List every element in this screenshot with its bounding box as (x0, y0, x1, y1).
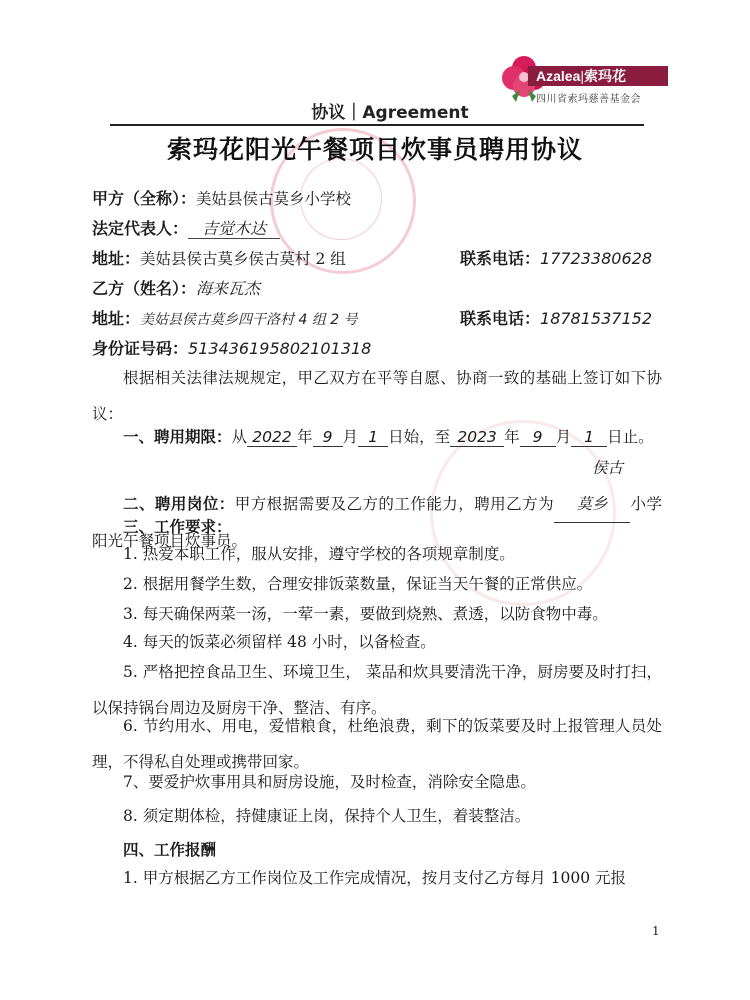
party-b-label: 乙方（姓名）： (92, 279, 197, 298)
addr-b-row (92, 306, 358, 329)
section3-head-row (123, 515, 232, 537)
section2-text-a: 甲方根据需要及乙方的工作能力，聘用乙方为 (234, 495, 555, 513)
section1-end: 日止。 (607, 428, 654, 446)
year-label-1: 年 (297, 428, 313, 446)
agreement-tag: 协议｜Agreement (311, 103, 469, 123)
section2-text-b: 小学阳光午餐项目炊事员。 (92, 495, 662, 550)
month-label-2: 月 (555, 428, 572, 446)
end-day: 1 (571, 428, 607, 447)
section2-school: 侯古莫乡 (554, 450, 630, 523)
section1-row (123, 425, 654, 447)
section4-head: 四、工作报酬 (123, 841, 217, 859)
intro-paragraph (92, 360, 662, 432)
phone-b-row (460, 306, 652, 329)
logo-brand-cn: 索玛花 (584, 68, 626, 84)
logo-org: 四川省索玛慈善基金会 (536, 94, 641, 105)
req-item-3: 3. 每天确保两菜一汤，一荤一素，要做到烧熟、煮透，以防食物中毒。 (123, 605, 608, 623)
req-item-5: 5. 严格把控食品卫生、环境卫生， 菜品和炊具要清洗干净，厨房要及时打扫，以保持锅台周边及厨房干净、整洁、有序。 (92, 663, 662, 717)
section2-head: 二、聘用岗位： (123, 495, 235, 513)
section1-from: 从 (231, 428, 248, 446)
req-item-6: 6. 节约用水、用电，爱惜粮食，杜绝浪费，剩下的饭菜要及时上报管理人员处理，不得私自处理或携带回家。 (92, 717, 662, 771)
logo-brand-en: Azalea (536, 68, 581, 84)
rep-label: 法定代表人： (92, 219, 189, 238)
req-item-2: 2. 根据用餐学生数，合理安排饭菜数量，保证当天午餐的正常供应。 (123, 575, 593, 593)
party-a-value: 美姑县侯古莫乡小学校 (196, 190, 352, 208)
party-b-value: 海来瓦杰 (196, 279, 261, 298)
logo-bar: Azalea|索玛花 (528, 66, 668, 86)
req-item-1: 1. 热爱本职工作，服从安排，遵守学校的各项规章制度。 (123, 545, 515, 563)
start-month: 9 (313, 428, 343, 447)
page-title: 索玛花阳光午餐项目炊事员聘用协议 (166, 135, 583, 164)
req-item-7: 7、要爱护炊事用具和厨房设施，及时检查，消除安全隐患。 (123, 773, 536, 791)
start-day: 1 (358, 428, 388, 447)
azalea-logo (494, 46, 668, 112)
phone-a-label: 联系电话： (460, 249, 541, 268)
intro-text: 根据相关法律法规规定，甲乙双方在平等自愿、协商一致的基础上签订如下协议： (92, 369, 662, 423)
phone-b-value: 18781537152 (540, 309, 652, 328)
rep-signature: 吉觉木达 (188, 219, 280, 239)
addr-b-value: 美姑县侯古莫乡四干洛村 4 组 2 号 (140, 312, 358, 328)
party-a-row (92, 186, 351, 209)
section3-head: 三、工作要求： (123, 518, 232, 536)
req-item-8: 8. 须定期体检，持健康证上岗，保持个人卫生，着装整洁。 (123, 807, 531, 825)
addr-b-label: 地址： (92, 309, 141, 328)
section1-start: 日始，至 (388, 428, 451, 446)
section1-head: 一、聘用期限： (123, 428, 232, 446)
party-b-row (92, 276, 260, 299)
end-year: 2023 (450, 428, 504, 447)
req-item-4: 4. 每天的饭菜必须留样 48 小时，以备检查。 (123, 633, 436, 651)
section4-head-row (123, 838, 216, 860)
pay-item-1: 1. 甲方根据乙方工作岗位及工作完成情况，按月支付乙方每月 1000 元报 (123, 869, 627, 887)
addr-a-value: 美姑县侯古莫乡侯古莫村 2 组 (140, 250, 346, 268)
year-label-2: 年 (504, 428, 520, 446)
start-year: 2022 (247, 428, 297, 447)
rep-row (92, 216, 280, 239)
addr-a-row (92, 246, 346, 269)
page-number: 1 (652, 924, 660, 938)
phone-b-label: 联系电话： (460, 309, 541, 328)
phone-a-row (460, 246, 652, 269)
id-row (92, 336, 371, 359)
header-rule (110, 124, 644, 126)
id-value: 513436195802101318 (188, 339, 372, 358)
party-a-label: 甲方（全称）： (92, 189, 197, 208)
addr-a-label: 地址： (92, 249, 141, 268)
end-month: 9 (520, 428, 556, 447)
phone-a-value: 17723380628 (540, 249, 652, 268)
id-label: 身份证号码： (92, 339, 189, 358)
month-label-1: 月 (342, 428, 359, 446)
